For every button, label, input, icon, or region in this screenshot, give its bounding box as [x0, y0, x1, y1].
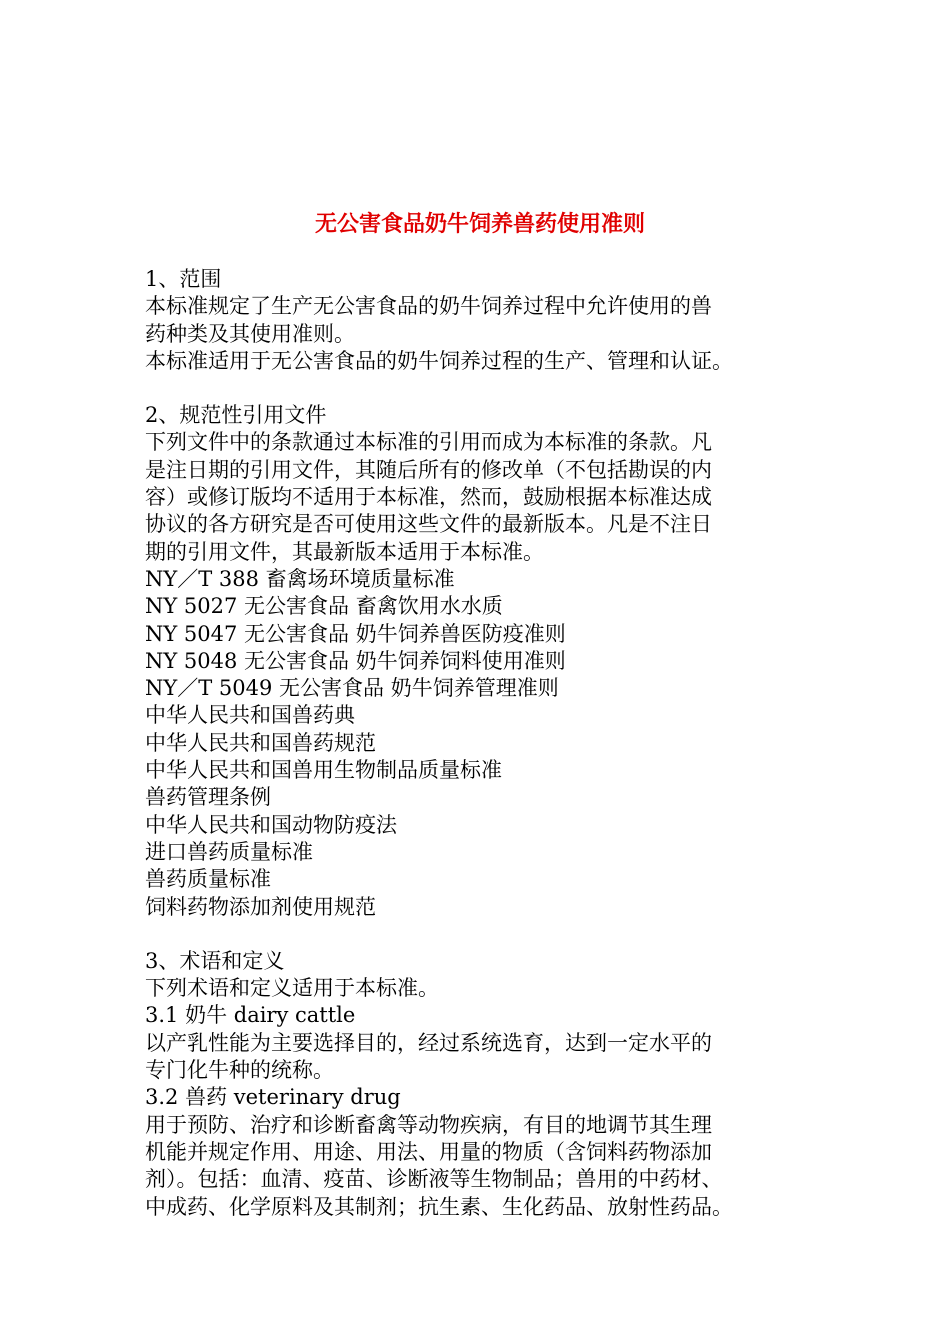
reference-item: 进口兽药质量标准 — [145, 839, 313, 864]
document-title: 无公害食品奶牛饲养兽药使用准则 — [314, 212, 645, 237]
reference-item: NY 5047 无公害食品 奶牛饲养兽医防疫准则 — [145, 621, 566, 646]
term-2-line: 用于预防、治疗和诊断畜禽等动物疾病，有目的地调节其生理 — [145, 1112, 712, 1137]
reference-item: 中华人民共和国兽药典 — [145, 703, 355, 728]
reference-item: 中华人民共和国兽药规范 — [145, 730, 376, 755]
term-2-line: 剂）。包括：血清、疫苗、诊断液等生物制品；兽用的中药材、 — [145, 1167, 723, 1192]
term-1-heading: 3.1 奶牛 dairy cattle — [145, 1003, 356, 1028]
reference-item: 中华人民共和国动物防疫法 — [145, 812, 397, 837]
section-2-line: 协议的各方研究是否可使用这些文件的最新版本。凡是不注日 — [145, 512, 712, 537]
reference-item: NY 5048 无公害食品 奶牛饲养饲料使用准则 — [145, 648, 566, 673]
section-3-intro: 下列术语和定义适用于本标准。 — [145, 976, 439, 1001]
reference-item: 兽药管理条例 — [145, 785, 271, 810]
term-1-line: 专门化牛种的统称。 — [145, 1058, 334, 1083]
section-1-line: 本标准规定了生产无公害食品的奶牛饲养过程中允许使用的兽 — [145, 294, 712, 319]
term-2-heading: 3.2 兽药 veterinary drug — [145, 1085, 401, 1110]
section-3-heading: 3、术语和定义 — [145, 948, 285, 973]
section-2-line: 是注日期的引用文件，其随后所有的修改单（不包括勘误的内 — [145, 457, 712, 482]
section-1-heading: 1、范围 — [145, 267, 222, 291]
section-1-line: 药种类及其使用准则。 — [145, 321, 355, 346]
term-2-line: 机能并规定作用、用途、用法、用量的物质（含饲料药物添加 — [145, 1139, 712, 1164]
section-2-line: 下列文件中的条款通过本标准的引用而成为本标准的条款。凡 — [145, 430, 712, 455]
section-1-line: 本标准适用于无公害食品的奶牛饲养过程的生产、管理和认证。 — [145, 348, 733, 373]
reference-item: NY 5027 无公害食品 畜禽饮用水水质 — [145, 594, 503, 619]
reference-item: 中华人民共和国兽用生物制品质量标准 — [145, 758, 502, 783]
reference-item: 兽药质量标准 — [145, 867, 271, 892]
term-2-line: 中成药、化学原料及其制剂；抗生素、生化药品、放射性药品。 — [145, 1194, 733, 1219]
paragraph-gap — [145, 375, 815, 402]
reference-item: NY／T 388 畜禽场环境质量标准 — [145, 566, 455, 591]
paragraph-gap — [145, 921, 815, 948]
document-page — [145, 210, 815, 1221]
section-2-line: 期的引用文件，其最新版本适用于本标准。 — [145, 539, 544, 564]
section-2-heading: 2、规范性引用文件 — [145, 403, 327, 428]
reference-item: 饲料药物添加剂使用规范 — [145, 894, 376, 919]
reference-item: NY／T 5049 无公害食品 奶牛饲养管理准则 — [145, 676, 559, 701]
term-1-line: 以产乳性能为主要选择目的，经过系统选育，达到一定水平的 — [145, 1030, 712, 1055]
section-2-line: 容）或修订版均不适用于本标准，然而，鼓励根据本标准达成 — [145, 485, 712, 510]
